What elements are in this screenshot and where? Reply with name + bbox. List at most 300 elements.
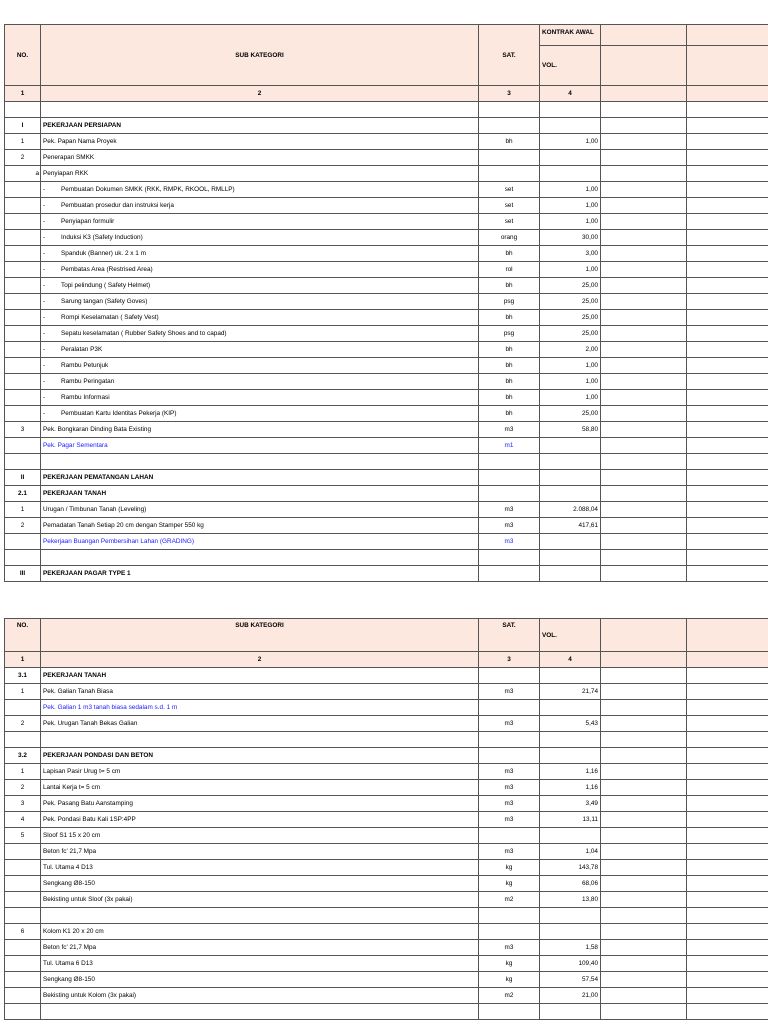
cell-sub-kategori bbox=[41, 550, 479, 566]
cell-empty bbox=[687, 668, 768, 684]
table-row bbox=[5, 502, 768, 518]
cell-vol bbox=[540, 102, 601, 118]
cell-no bbox=[5, 732, 41, 748]
cell-empty bbox=[687, 278, 768, 294]
table-row bbox=[5, 262, 768, 278]
item-text: Pembuatan Kartu Identitas Pekerja (KIP) bbox=[61, 410, 177, 417]
bullet-dash: - bbox=[43, 362, 46, 369]
cell-empty bbox=[687, 470, 768, 486]
cell-vol: 1,00 bbox=[540, 214, 601, 230]
cell-no: 3 bbox=[5, 796, 41, 812]
cell-empty bbox=[601, 294, 687, 310]
cell-empty bbox=[601, 684, 687, 700]
cell-sat bbox=[479, 908, 540, 924]
cell-empty bbox=[687, 246, 768, 262]
cell-sat: bh bbox=[479, 374, 540, 390]
cell-empty bbox=[601, 828, 687, 844]
cell-empty bbox=[687, 924, 768, 940]
cell-empty bbox=[687, 972, 768, 988]
cell-no bbox=[5, 860, 41, 876]
cell-empty bbox=[687, 166, 768, 182]
cell-empty bbox=[601, 454, 687, 470]
table-row bbox=[5, 486, 768, 502]
cell-empty bbox=[687, 118, 768, 134]
table-row bbox=[5, 326, 768, 342]
cell-sub-kategori bbox=[41, 214, 479, 230]
bullet-dash: - bbox=[43, 314, 46, 321]
cell-vol bbox=[540, 828, 601, 844]
cell-no: 2 bbox=[5, 780, 41, 796]
cell-vol: 3,49 bbox=[540, 796, 601, 812]
cell-sub-kategori bbox=[41, 262, 479, 278]
boq-table-2 bbox=[4, 618, 768, 1020]
bullet-dash: - bbox=[43, 266, 46, 273]
cell-sat: bh bbox=[479, 342, 540, 358]
cell-sat: m1 bbox=[479, 438, 540, 454]
cell-sat bbox=[479, 700, 540, 716]
cell-no bbox=[5, 972, 41, 988]
header-sat: SAT. bbox=[479, 619, 540, 652]
cell-no bbox=[5, 102, 41, 118]
cell-sub-kategori: Sloof S1 15 x 20 cm bbox=[41, 828, 479, 844]
cell-no bbox=[5, 876, 41, 892]
cell-vol: 109,40 bbox=[540, 956, 601, 972]
cell-no: 3.1 bbox=[5, 668, 41, 684]
cell-empty bbox=[601, 780, 687, 796]
cell-vol: 1,00 bbox=[540, 198, 601, 214]
table-row bbox=[5, 844, 768, 860]
cell-empty bbox=[601, 748, 687, 764]
cell-sub-kategori: Pek. Papan Nama Proyek bbox=[41, 134, 479, 150]
cell-no bbox=[5, 246, 41, 262]
cell-sub-kategori bbox=[41, 1004, 479, 1020]
cell-no bbox=[5, 940, 41, 956]
cell-sub-kategori bbox=[41, 374, 479, 390]
table-row bbox=[5, 134, 768, 150]
table-row bbox=[5, 230, 768, 246]
cell-sat: m3 bbox=[479, 422, 540, 438]
cell-vol: 1,58 bbox=[540, 940, 601, 956]
cell-vol bbox=[540, 550, 601, 566]
item-text: Sepatu keselamatan ( Rubber Safety Shoes and to capad) bbox=[61, 330, 227, 337]
cell-sat bbox=[479, 150, 540, 166]
cell-empty bbox=[687, 358, 768, 374]
cell-empty bbox=[687, 182, 768, 198]
cell-sat bbox=[479, 470, 540, 486]
cell-empty bbox=[687, 550, 768, 566]
cell-sat bbox=[479, 1004, 540, 1020]
col-index-empty bbox=[601, 652, 687, 668]
cell-no bbox=[5, 342, 41, 358]
table-row bbox=[5, 716, 768, 732]
cell-vol: 1,00 bbox=[540, 374, 601, 390]
cell-empty bbox=[687, 700, 768, 716]
table-row bbox=[5, 294, 768, 310]
cell-empty bbox=[687, 310, 768, 326]
item-text: Spanduk (Banner) uk. 2 x 1 m bbox=[61, 250, 146, 257]
cell-empty bbox=[601, 198, 687, 214]
cell-empty bbox=[601, 796, 687, 812]
cell-empty bbox=[687, 1004, 768, 1020]
cell-vol: 1,00 bbox=[540, 358, 601, 374]
cell-sub-kategori bbox=[41, 278, 479, 294]
cell-sat: set bbox=[479, 182, 540, 198]
cell-empty bbox=[601, 486, 687, 502]
cell-sat bbox=[479, 566, 540, 582]
cell-sub-kategori: Pek. Pasang Batu Aanstamping bbox=[41, 796, 479, 812]
col-index: 4 bbox=[540, 86, 601, 102]
cell-vol: 2.088,04 bbox=[540, 502, 601, 518]
cell-empty bbox=[601, 326, 687, 342]
cell-sat: m2 bbox=[479, 892, 540, 908]
cell-sat: set bbox=[479, 198, 540, 214]
cell-sub-kategori: Bekisting untuk Sloof (3x pakai) bbox=[41, 892, 479, 908]
cell-empty bbox=[687, 684, 768, 700]
cell-empty bbox=[687, 908, 768, 924]
cell-no bbox=[5, 908, 41, 924]
table-row bbox=[5, 182, 768, 198]
table-row bbox=[5, 956, 768, 972]
cell-empty bbox=[601, 182, 687, 198]
cell-vol bbox=[540, 908, 601, 924]
cell-empty bbox=[601, 908, 687, 924]
cell-empty bbox=[601, 924, 687, 940]
cell-vol bbox=[540, 700, 601, 716]
cell-empty bbox=[601, 358, 687, 374]
cell-sub-kategori: Pek. Urugan Tanah Bekas Galian bbox=[41, 716, 479, 732]
cell-sat: m2 bbox=[479, 988, 540, 1004]
cell-empty bbox=[601, 310, 687, 326]
cell-sat: bh bbox=[479, 310, 540, 326]
item-text: Rambu Informasi bbox=[61, 394, 110, 401]
cell-vol: 68,06 bbox=[540, 876, 601, 892]
cell-vol bbox=[540, 748, 601, 764]
cell-sub-kategori bbox=[41, 406, 479, 422]
cell-empty bbox=[601, 534, 687, 550]
table-row bbox=[5, 198, 768, 214]
cell-vol: 417,61 bbox=[540, 518, 601, 534]
cell-sat: kg bbox=[479, 876, 540, 892]
cell-empty bbox=[687, 486, 768, 502]
cell-empty bbox=[687, 294, 768, 310]
table-row bbox=[5, 438, 768, 454]
column-index-row bbox=[5, 86, 768, 102]
cell-empty bbox=[687, 326, 768, 342]
cell-vol: 5,43 bbox=[540, 716, 601, 732]
header-no: NO. bbox=[5, 619, 41, 652]
cell-empty bbox=[601, 668, 687, 684]
cell-no bbox=[5, 294, 41, 310]
cell-sat bbox=[479, 550, 540, 566]
header-empty bbox=[687, 46, 768, 86]
cell-sub-kategori: Penyiapan RKK bbox=[41, 166, 479, 182]
cell-sat: m3 bbox=[479, 812, 540, 828]
table-row bbox=[5, 310, 768, 326]
cell-empty bbox=[687, 454, 768, 470]
cell-empty bbox=[687, 876, 768, 892]
item-text: Topi pelindung ( Safety Helmet) bbox=[61, 282, 151, 289]
cell-sub-kategori: Lapisan Pasir Urug t= 5 cm bbox=[41, 764, 479, 780]
cell-empty bbox=[601, 102, 687, 118]
cell-sat: m3 bbox=[479, 534, 540, 550]
cell-empty bbox=[687, 566, 768, 582]
cell-vol: 57,54 bbox=[540, 972, 601, 988]
cell-sub-kategori: PEKERJAAN TANAH bbox=[41, 486, 479, 502]
column-index-row bbox=[5, 652, 768, 668]
cell-sub-kategori bbox=[41, 230, 479, 246]
cell-sat bbox=[479, 828, 540, 844]
cell-no: 1 bbox=[5, 684, 41, 700]
cell-sub-kategori: PEKERJAAN PAGAR TYPE 1 bbox=[41, 566, 479, 582]
cell-no bbox=[5, 454, 41, 470]
cell-sub-kategori bbox=[41, 358, 479, 374]
cell-empty bbox=[601, 876, 687, 892]
table-row bbox=[5, 342, 768, 358]
cell-vol: 1,00 bbox=[540, 182, 601, 198]
table-row bbox=[5, 422, 768, 438]
col-index: 3 bbox=[479, 652, 540, 668]
cell-sat: bh bbox=[479, 246, 540, 262]
cell-empty bbox=[601, 716, 687, 732]
cell-sub-kategori: Pemadatan Tanah Setiap 20 cm dengan Stamper 550 kg bbox=[41, 518, 479, 534]
cell-no bbox=[5, 988, 41, 1004]
cell-sub-kategori: Beton fc' 21,7 Mpa bbox=[41, 844, 479, 860]
cell-empty bbox=[601, 844, 687, 860]
cell-empty bbox=[601, 860, 687, 876]
table-row bbox=[5, 892, 768, 908]
table-row bbox=[5, 908, 768, 924]
cell-empty bbox=[687, 988, 768, 1004]
cell-empty bbox=[601, 278, 687, 294]
cell-sub-kategori: Penerapan SMKK bbox=[41, 150, 479, 166]
bullet-dash: - bbox=[43, 282, 46, 289]
cell-empty bbox=[687, 844, 768, 860]
header-vol: VOL. bbox=[540, 619, 601, 652]
bullet-dash: - bbox=[43, 410, 46, 417]
cell-no: 2 bbox=[5, 716, 41, 732]
table-row bbox=[5, 358, 768, 374]
header-empty bbox=[687, 619, 768, 652]
cell-empty bbox=[687, 134, 768, 150]
cell-no bbox=[5, 326, 41, 342]
cell-vol bbox=[540, 566, 601, 582]
table-row bbox=[5, 566, 768, 582]
cell-sub-kategori bbox=[41, 342, 479, 358]
cell-sub-kategori: PEKERJAAN PERSIAPAN bbox=[41, 118, 479, 134]
cell-sub-kategori: Sengkang Ø8-150 bbox=[41, 972, 479, 988]
cell-sub-kategori: Tul. Utama 4 D13 bbox=[41, 860, 479, 876]
cell-empty bbox=[687, 956, 768, 972]
col-index-empty bbox=[601, 86, 687, 102]
cell-sat: kg bbox=[479, 860, 540, 876]
cell-empty bbox=[601, 566, 687, 582]
item-text: Pembatas Area (Restrised Area) bbox=[61, 266, 153, 273]
bullet-dash: - bbox=[43, 218, 46, 225]
cell-no: III bbox=[5, 566, 41, 582]
cell-sat bbox=[479, 748, 540, 764]
cell-empty bbox=[687, 214, 768, 230]
cell-no bbox=[5, 198, 41, 214]
table-row bbox=[5, 700, 768, 716]
table-row bbox=[5, 470, 768, 486]
cell-empty bbox=[601, 764, 687, 780]
cell-sub-kategori bbox=[41, 454, 479, 470]
cell-no bbox=[5, 262, 41, 278]
cell-empty bbox=[601, 246, 687, 262]
cell-sat: m3 bbox=[479, 940, 540, 956]
cell-empty bbox=[687, 198, 768, 214]
table-header-row bbox=[5, 25, 768, 46]
cell-sat: bh bbox=[479, 278, 540, 294]
cell-vol: 58,80 bbox=[540, 422, 601, 438]
cell-sat: m3 bbox=[479, 780, 540, 796]
cell-vol: 143,78 bbox=[540, 860, 601, 876]
cell-vol bbox=[540, 150, 601, 166]
header-sub-kategori: SUB KATEGORI bbox=[41, 25, 479, 86]
cell-vol: 21,74 bbox=[540, 684, 601, 700]
table-row bbox=[5, 684, 768, 700]
cell-no bbox=[5, 278, 41, 294]
cell-sub-kategori bbox=[41, 732, 479, 748]
cell-sub-kategori: Pek. Galian Tanah Biasa bbox=[41, 684, 479, 700]
cell-no: 1 bbox=[5, 502, 41, 518]
cell-empty bbox=[687, 764, 768, 780]
table-row bbox=[5, 828, 768, 844]
bullet-dash: - bbox=[43, 394, 46, 401]
bullet-dash: - bbox=[43, 378, 46, 385]
header-empty bbox=[601, 46, 687, 86]
cell-empty bbox=[601, 700, 687, 716]
bullet-dash: - bbox=[43, 186, 46, 193]
cell-no bbox=[5, 956, 41, 972]
cell-no bbox=[5, 214, 41, 230]
cell-empty bbox=[601, 390, 687, 406]
cell-sat: m3 bbox=[479, 684, 540, 700]
cell-vol: 25,00 bbox=[540, 406, 601, 422]
cell-vol bbox=[540, 1004, 601, 1020]
item-text: Rambu Peringatan bbox=[61, 378, 115, 385]
cell-vol bbox=[540, 454, 601, 470]
cell-sub-kategori: Pek. Pondasi Batu Kali 1SP:4PP bbox=[41, 812, 479, 828]
table-row bbox=[5, 246, 768, 262]
cell-no: 1 bbox=[5, 764, 41, 780]
cell-sat: bh bbox=[479, 406, 540, 422]
cell-sat: bh bbox=[479, 358, 540, 374]
bullet-dash: - bbox=[43, 250, 46, 257]
cell-sub-kategori bbox=[41, 102, 479, 118]
cell-sub-kategori bbox=[41, 182, 479, 198]
cell-empty bbox=[601, 812, 687, 828]
cell-sat: m3 bbox=[479, 796, 540, 812]
table-row bbox=[5, 988, 768, 1004]
cell-empty bbox=[601, 550, 687, 566]
table-row bbox=[5, 214, 768, 230]
cell-no bbox=[5, 230, 41, 246]
cell-no bbox=[5, 534, 41, 550]
item-text: Rambu Petunjuk bbox=[61, 362, 109, 369]
table-row bbox=[5, 940, 768, 956]
cell-sub-kategori: Pek. Pagar Sementara bbox=[41, 438, 479, 454]
cell-empty bbox=[687, 892, 768, 908]
cell-empty bbox=[601, 972, 687, 988]
cell-vol bbox=[540, 470, 601, 486]
cell-no bbox=[5, 358, 41, 374]
cell-empty bbox=[601, 956, 687, 972]
cell-empty bbox=[601, 150, 687, 166]
cell-empty bbox=[687, 438, 768, 454]
table-row bbox=[5, 924, 768, 940]
cell-no bbox=[5, 1004, 41, 1020]
cell-vol: 1,16 bbox=[540, 764, 601, 780]
cell-sub-kategori: Beton fc' 21,7 Mpa bbox=[41, 940, 479, 956]
cell-empty bbox=[687, 796, 768, 812]
cell-sub-kategori: Kolom K1 20 x 20 cm bbox=[41, 924, 479, 940]
cell-empty bbox=[601, 1004, 687, 1020]
cell-empty bbox=[687, 406, 768, 422]
table-row bbox=[5, 1004, 768, 1020]
cell-sat bbox=[479, 486, 540, 502]
cell-empty bbox=[687, 732, 768, 748]
col-index: 2 bbox=[41, 652, 479, 668]
bullet-dash: - bbox=[43, 298, 46, 305]
cell-vol bbox=[540, 166, 601, 182]
cell-empty bbox=[687, 860, 768, 876]
cell-sat: set bbox=[479, 214, 540, 230]
cell-sat bbox=[479, 118, 540, 134]
table-row bbox=[5, 668, 768, 684]
cell-sub-kategori bbox=[41, 390, 479, 406]
cell-empty bbox=[601, 470, 687, 486]
cell-vol: 21,00 bbox=[540, 988, 601, 1004]
cell-no: 3 bbox=[5, 422, 41, 438]
table-body bbox=[5, 668, 768, 1020]
cell-empty bbox=[601, 342, 687, 358]
cell-vol: 30,00 bbox=[540, 230, 601, 246]
bullet-dash: - bbox=[43, 330, 46, 337]
cell-sub-kategori: Pekerjaan Buangan Pembersihan Lahan (GRADING) bbox=[41, 534, 479, 550]
cell-sat: m3 bbox=[479, 716, 540, 732]
cell-vol: 25,00 bbox=[540, 278, 601, 294]
cell-no bbox=[5, 182, 41, 198]
table-row bbox=[5, 390, 768, 406]
cell-sat: orang bbox=[479, 230, 540, 246]
cell-empty bbox=[687, 390, 768, 406]
cell-sat bbox=[479, 668, 540, 684]
cell-sat: rol bbox=[479, 262, 540, 278]
cell-no: 5 bbox=[5, 828, 41, 844]
cell-empty bbox=[687, 534, 768, 550]
cell-vol: 3,00 bbox=[540, 246, 601, 262]
item-text: Pembuatan prosedur dan instruksi kerja bbox=[61, 202, 174, 209]
col-index-empty bbox=[687, 652, 768, 668]
cell-vol: 25,00 bbox=[540, 326, 601, 342]
cell-sub-kategori: Sengkang Ø8-150 bbox=[41, 876, 479, 892]
cell-vol: 25,00 bbox=[540, 294, 601, 310]
table-row bbox=[5, 534, 768, 550]
cell-empty bbox=[687, 230, 768, 246]
cell-no bbox=[5, 310, 41, 326]
table-row bbox=[5, 860, 768, 876]
cell-vol bbox=[540, 732, 601, 748]
cell-vol bbox=[540, 118, 601, 134]
cell-no bbox=[5, 406, 41, 422]
item-text: Sarung tangan (Safety Goves) bbox=[61, 298, 148, 305]
cell-empty bbox=[601, 422, 687, 438]
table-row bbox=[5, 518, 768, 534]
cell-vol bbox=[540, 668, 601, 684]
cell-sub-kategori: Pek. Bongkaran Dinding Bata Existing bbox=[41, 422, 479, 438]
item-text: Pembuatan Dokumen SMKK (RKK, RMPK, RKOOL, RMLLP) bbox=[61, 186, 235, 193]
